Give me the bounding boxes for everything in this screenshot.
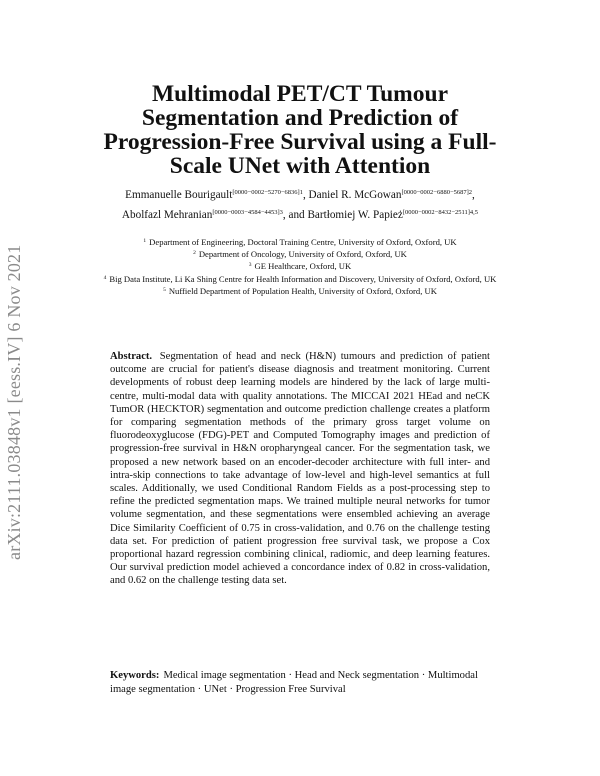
affiliation-text: GE Healthcare, Oxford, UK	[254, 261, 352, 272]
arxiv-identifier: arXiv:2111.03848v1 [eess.IV] 6 Nov 2021	[4, 244, 24, 560]
affiliation-text: Nuffield Department of Population Health, University of Oxford, Oxford, UK	[168, 285, 437, 296]
affiliation-list	[100, 236, 500, 297]
affiliation-text: Department of Engineering, Doctoral Training Centre, University of Oxford, Oxford, UK	[149, 237, 457, 247]
affiliation-number: 2	[193, 250, 196, 257]
abstract	[110, 350, 490, 588]
author-orcid: [0000−0002−8432−2511]4,5	[402, 209, 479, 216]
keywords-text: Medical image segmentation · Head and Neck segmentation · Multimodal image segmentation · UNet · Progression Free Survival	[110, 670, 478, 695]
affiliation-number: 1	[143, 238, 147, 244]
abstract-text: Segmentation of head and neck (H&N) tumours and prediction of patient outcome are crucial for patient's disease diagnosis and treatment monitoring. Current developments of robust deep learning models are hindered by the lack of large multi-centre, multi-modal data with quality annotations. The MICCAI 2021 HEad and neCK TumOR (HECKTOR) segmentation and outcome prediction challenge creates a platform for comparing segmentation methods of the primary gross target volume on fluorodeoxyglucose (FDG)-PET and Computed Tomography images and prediction of progression-free survival in H&N oropharyngeal cancer. For the segmentation task, we proposed a new network based on an encoder-decoder architecture with full inter- and intra-skip connections to take advantage of low-level and high-level semantics at full scales. Additionally, we used Conditional Random Fields as a post-processing step to refine the predicted segmentation maps. We trained multiple neural networks for tumor volume segmentation, and these segmentations were ensembled achieving an average Dice Similarity Coefficient of 0.75 in cross-validation, and 0.76 on the challenge testing data set. For prediction of patient progression free survival task, we propose a Cox proportional hazard regression combining clinical, radiomic, and deep learning features. Our survival prediction model achieved a concordance index of 0.82 in cross-validation, and 0.62 on the challenge testing data set.	[110, 351, 490, 587]
affiliation	[100, 273, 500, 285]
keywords	[110, 669, 490, 697]
author-separator: , and	[282, 209, 308, 221]
paper-title: Multimodal PET/CT Tumour Segmentation and Prediction of Progression-Free Survival using a Full-Scale UNet with Attention	[103, 81, 497, 179]
affiliation-text: Big Data Institute, Li Ka Shing Centre for Health Information and Discovery, University of Oxford, Oxford, UK	[109, 273, 497, 284]
affiliation	[100, 260, 500, 272]
affiliation-number: 3	[248, 262, 252, 269]
affiliation	[100, 236, 500, 248]
author-separator: ,	[302, 189, 309, 201]
affiliation-number: 4	[103, 274, 107, 281]
affiliation-text: Department of Oncology, University of Oxford, Oxford, UK	[198, 249, 407, 260]
affiliation-number: 5	[163, 286, 166, 293]
author-name: Abolfazl Mehranian	[121, 209, 213, 221]
affiliation	[100, 248, 500, 260]
author-list	[80, 184, 520, 224]
author-separator: ,	[472, 189, 475, 201]
author-name: Daniel R. McGowan	[308, 189, 402, 201]
author-name: Emmanuelle Bourigault	[125, 189, 233, 201]
author-orcid: [0000−0002−5270−6836]1	[232, 189, 303, 196]
affiliation	[100, 285, 500, 297]
abstract-label: Abstract.	[110, 351, 153, 362]
author-name: Bartłomiej W. Papież	[307, 209, 403, 221]
author-orcid: [0000−0002−6880−5687]2	[401, 189, 473, 196]
keywords-label: Keywords:	[110, 670, 160, 681]
author-orcid: [0000−0003−4584−4453]3	[212, 209, 283, 216]
